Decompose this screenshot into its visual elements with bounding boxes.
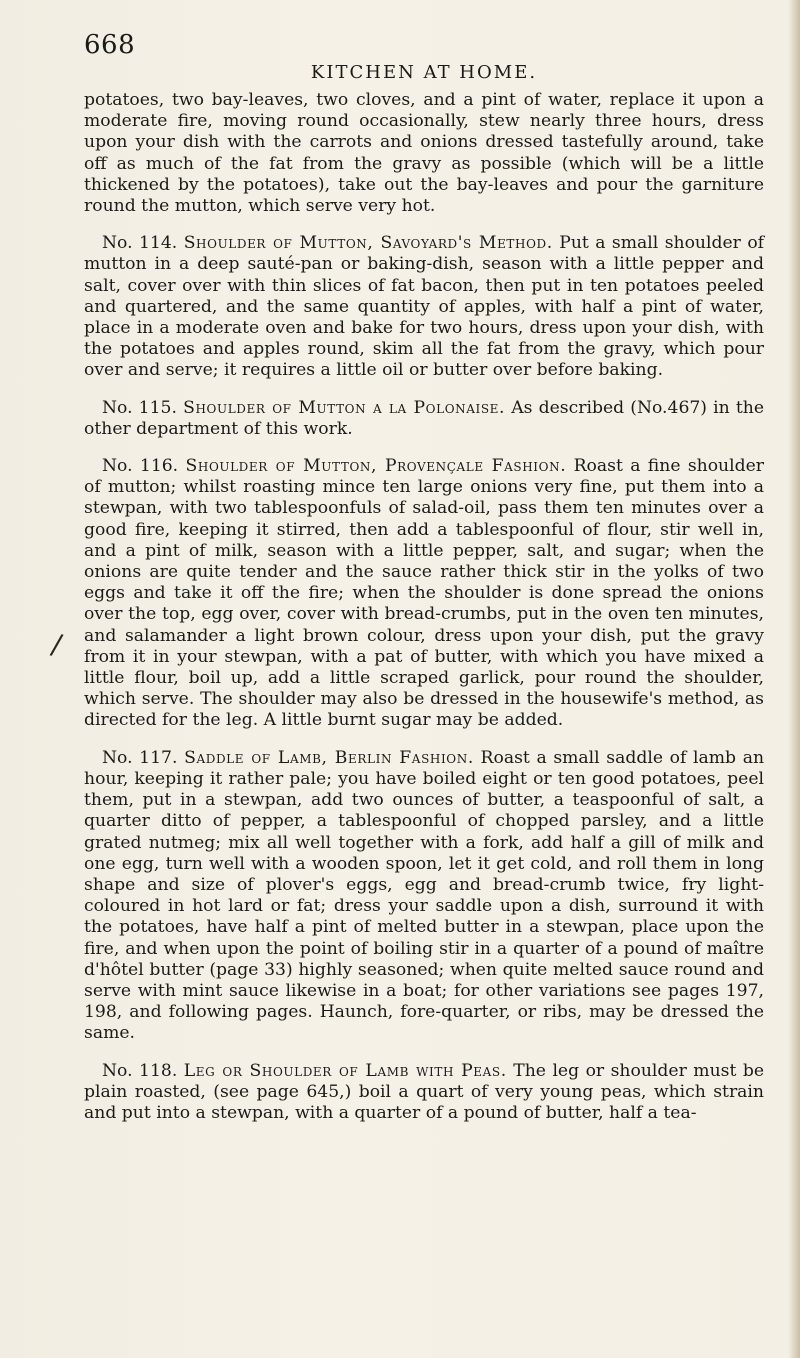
recipe-number: No. 116. [102, 456, 179, 477]
recipe-number: No. 117. [102, 747, 178, 768]
recipe-text: Roast a small saddle of lamb an hour, keeping it rather pale; you have boiled eight or ten good potatoes, peel them, put in a stewpan, add two ounces of butter, a teaspoonful of salt, a quarter ditto of pepper, a tablespoonful of chopped parsley, and a little grated nutmeg; mix all well together with a fork, add half a gill of milk and one egg, turn well with a wooden spoon, let it get cold, and roll them in long shape and size of plover's eggs, egg and bread-crumb twice, fry light-coloured in hot lard or fat; dress your saddle upon a dish, surround it with the potatoes, have half a pint of melted butter in a stewpan, place upon the fire, and when upon the point of boiling stir in a quarter of a pound of maître d'hôtel butter (page 33) highly seasoned; when quite melted sauce round and serve with mint sauce likewise in a boat; for other variations see pages 197, 198, and following pages. Haunch, fore-quarter, or ribs, may be dressed the same. [84, 747, 765, 1044]
opening-paragraph: potatoes, two bay-leaves, two cloves, and a pint of water, replace it upon a moderate fire, moving round occasionally, stew nearly three hours, dress upon your dish with the carrots and onions dressed tastefully around, take off as much of the fat from the gravy as possible (which will be a little thickened by the potatoes), take out the bay-leaves and pour the garniture round the mutton, which serve very hot. [84, 90, 764, 217]
recipe-number: No. 114. [102, 233, 178, 254]
recipe-text: Roast a fine shoulder of mutton; whilst roasting mince ten large onions very fine, put them into a stewpan, with two tablespoonfuls of salad-oil, pass them ten minutes over a good fire, keeping it stirred, then add a tablespoonful of flour, stir well in, and a pint of milk, season with a little pepper, salt, and sugar; when the onions are quite tender and the sauce rather thick stir in the yolks of two eggs and take it off the fire; when the shoulder is done spread the onions over the top, egg over, cover with bread-crumbs, put in the oven ten minutes, and salamander a light brown colour, dress upon your dish, put the gravy from it in your stewpan, with a pat of butter, with which you have mixed a little flour, boil up, add a little scraped garlick, pour round the shoulder, which serve. The shoulder may also be dressed in the housewife's method, as directed for the leg. A little burnt sugar may be added. [84, 456, 765, 731]
page-number: 668 [84, 30, 136, 60]
recipe-title: Leg or Shoulder of Lamb with Peas. [183, 1060, 507, 1081]
recipe-title: Shoulder of Mutton a la Polonaise. [183, 397, 506, 418]
recipe-117 [84, 748, 764, 1045]
recipe-number: No. 118. [102, 1060, 178, 1081]
recipe-text: The leg or shoulder must be plain roasted, (see page 645,) boil a quart of very young peas, which strain and put into a stewpan, with a quarter of a pound of butter, half a tea- [84, 1060, 765, 1123]
page-edge-shadow [788, 0, 800, 1358]
page-body [84, 90, 764, 1134]
recipe-title: Shoulder of Mutton, Provençale Fashion. [185, 456, 567, 477]
recipe-title: Shoulder of Mutton, Savoyard's Method. [183, 233, 553, 254]
recipe-114 [84, 233, 764, 381]
recipe-116 [84, 456, 764, 732]
recipe-115 [84, 398, 764, 440]
page-header [84, 30, 764, 83]
recipe-title: Saddle of Lamb, Berlin Fashion. [184, 747, 474, 768]
recipe-text: Put a small shoulder of mutton in a deep sauté-pan or baking-dish, season with a little pepper and salt, cover over with thin slices of fat bacon, then put in ten potatoes peeled and quartered, and the same quantity of apples, with half a pint of water, place in a moderate oven and bake for two hours, dress upon your dish, with the potatoes and apples round, skim all the fat from the gravy, which pour over and serve; it requires a little oil or butter over before baking. [84, 233, 765, 381]
margin-mark: / [48, 627, 65, 662]
recipe-118 [84, 1061, 764, 1125]
running-head: KITCHEN AT HOME. [310, 62, 538, 83]
recipe-number: No. 115. [102, 397, 177, 418]
recipe-text: As described (No.467) in the other department of this work. [84, 397, 765, 439]
